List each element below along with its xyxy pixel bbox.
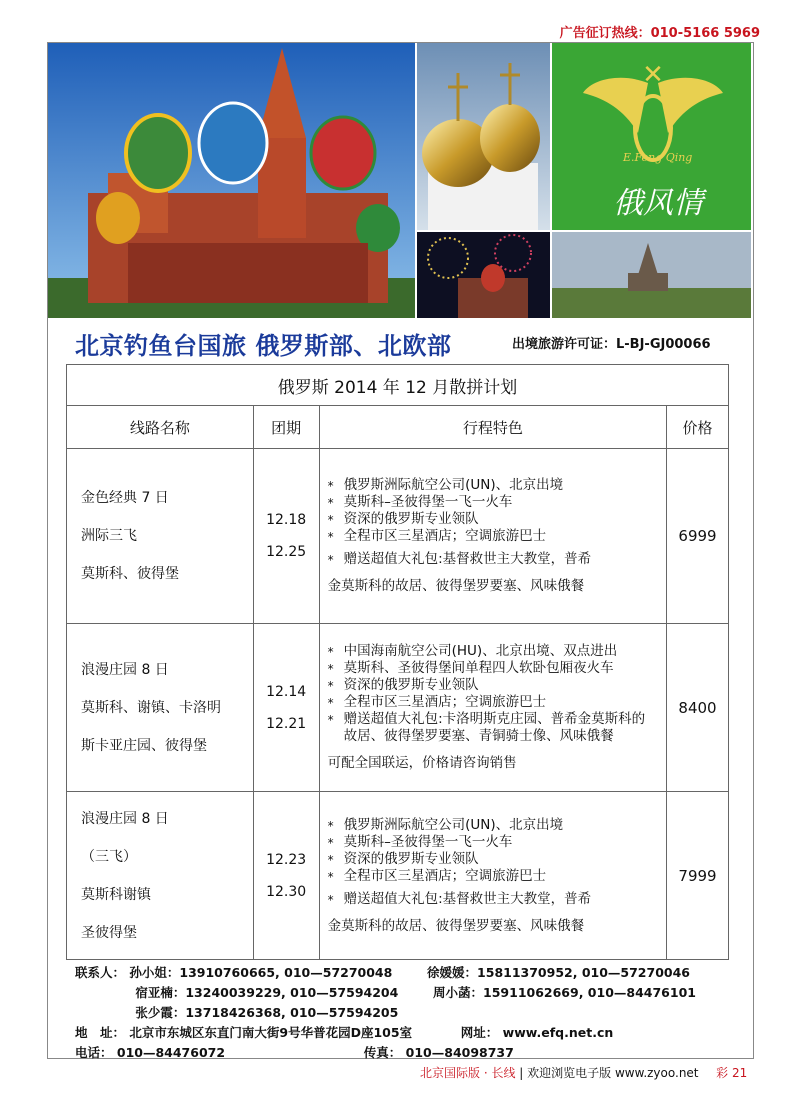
brand-name: 俄风情 [613, 186, 703, 221]
table-row [67, 792, 729, 960]
feature-item: * 资深的俄罗斯专业领队 [327, 511, 479, 527]
feature-item: * 莫斯科、圣彼得堡间单程四人软卧包厢夜火车 [327, 660, 614, 676]
agency-heading: 北京钓鱼台国旅 俄罗斯部、北欧部 [75, 332, 452, 360]
feature-note: 金莫斯科的故居、彼得堡罗要塞、风味俄餐 [327, 917, 585, 934]
ad-hotline: 广告征订热线：010-5166 5969 [559, 26, 760, 41]
route-features [319, 792, 666, 960]
contact-person: 宿亚楠：13240039229, 010—57594204 [135, 985, 399, 1000]
telephone: 010—84476072 [116, 1045, 226, 1060]
fax-label: 传真： [363, 1045, 402, 1060]
feature-item: * 赠送超值大礼包:卡洛明斯克庄园、普希金莫斯科的故居、彼得堡罗要塞、青铜骑士像、风味俄餐 [327, 711, 646, 744]
contact-person: 周小菡：15911062669, 010—84476101 [433, 985, 696, 1000]
brand-script: E.Feng Qing [623, 151, 693, 164]
contact-row [75, 963, 696, 983]
footer-section: 北京国际版 · 长线 [420, 1066, 516, 1080]
contact-person: 孙小姐：13910760665, 010—57270048 [129, 965, 393, 980]
contact-person: 徐媛媛：15811370952, 010—57270046 [427, 965, 690, 980]
feature-note: 金莫斯科的故居、彼得堡罗要塞、风味俄餐 [327, 578, 585, 594]
table-row [67, 624, 729, 792]
phone-row [75, 1043, 696, 1063]
contact-row [75, 983, 696, 1003]
hero-collage [48, 43, 751, 318]
fax: 010—84098737 [405, 1045, 514, 1060]
feature-item: * 中国海南航空公司(HU)、北京出境、双点进出 [327, 643, 618, 659]
feature-item: * 资深的俄罗斯专业领队 [327, 677, 479, 693]
contact-person: 张少霞：13718426368, 010—57594205 [135, 1005, 399, 1020]
footer-separator: | [519, 1066, 524, 1080]
header-price: 价格 [667, 406, 729, 449]
route-name: 浪漫庄园 8 日 莫斯科、谢镇、卡洛明 斯卡亚庄园、彼得堡 [67, 624, 254, 792]
header-route: 线路名称 [67, 406, 254, 449]
feature-item: * 俄罗斯洲际航空公司(UN)、北京出境 [327, 477, 564, 493]
route-name: 浪漫庄园 8 日 （三飞） 莫斯科谢镇 圣彼得堡 [67, 792, 254, 960]
header-dates: 团期 [253, 406, 319, 449]
feature-item: * 全程市区三星酒店；空调旅游巴士 [327, 528, 547, 544]
feature-item: * 资深的俄罗斯专业领队 [327, 850, 479, 867]
route-features [319, 449, 666, 624]
feature-note: 可配全国联运，价格请咨询销售 [327, 755, 517, 771]
web-label: 网址： [460, 1025, 499, 1040]
route-name: 金色经典 7 日 洲际三飞 莫斯科、彼得堡 [67, 449, 254, 624]
contacts-label: 联系人： [75, 965, 126, 980]
feature-item: * 莫斯科–圣彼得堡一飞一火车 [327, 494, 513, 510]
footer-site[interactable]: 欢迎浏览电子版 www.zyoo.net [527, 1066, 699, 1080]
route-features [319, 624, 666, 792]
address-label: 地 址： [75, 1025, 126, 1040]
feature-item: * 全程市区三星酒店；空调旅游巴士 [327, 694, 547, 710]
license-number: 出境旅游许可证：L-BJ-GJ00066 [512, 337, 711, 352]
page-number: 彩 21 [716, 1066, 748, 1080]
website-link[interactable]: www.efq.net.cn [502, 1025, 614, 1040]
departure-dates: 12.18 12.25 [253, 449, 319, 624]
feature-item: * 全程市区三星酒店；空调旅游巴士 [327, 867, 547, 884]
feature-item: * 赠送超值大礼包:基督救世主大教堂，普希 [327, 890, 592, 907]
feature-item: * 俄罗斯洲际航空公司(UN)、北京出境 [327, 816, 564, 833]
contact-block [75, 963, 696, 1063]
tour-plan-table [66, 364, 729, 960]
contact-row [75, 1003, 696, 1023]
feature-item: * 莫斯科–圣彼得堡一飞一火车 [327, 833, 513, 850]
svg-text:✕: ✕ [642, 60, 664, 90]
address-row [75, 1023, 696, 1043]
price: 7999 [667, 792, 729, 960]
departure-dates: 12.14 12.21 [253, 624, 319, 792]
address: 北京市东城区东直门南大街9号华普花园D座105室 [129, 1025, 413, 1040]
table-title: 俄罗斯 2014 年 12 月散拼计划 [67, 365, 729, 406]
page-footer [420, 1064, 747, 1081]
feature-item: * 赠送超值大礼包:基督救世主大教堂，普希 [327, 551, 592, 567]
price: 8400 [667, 624, 729, 792]
price: 6999 [667, 449, 729, 624]
tel-label: 电话： [75, 1045, 113, 1060]
departure-dates: 12.23 12.30 [253, 792, 319, 960]
header-features: 行程特色 [319, 406, 666, 449]
table-row [67, 449, 729, 624]
